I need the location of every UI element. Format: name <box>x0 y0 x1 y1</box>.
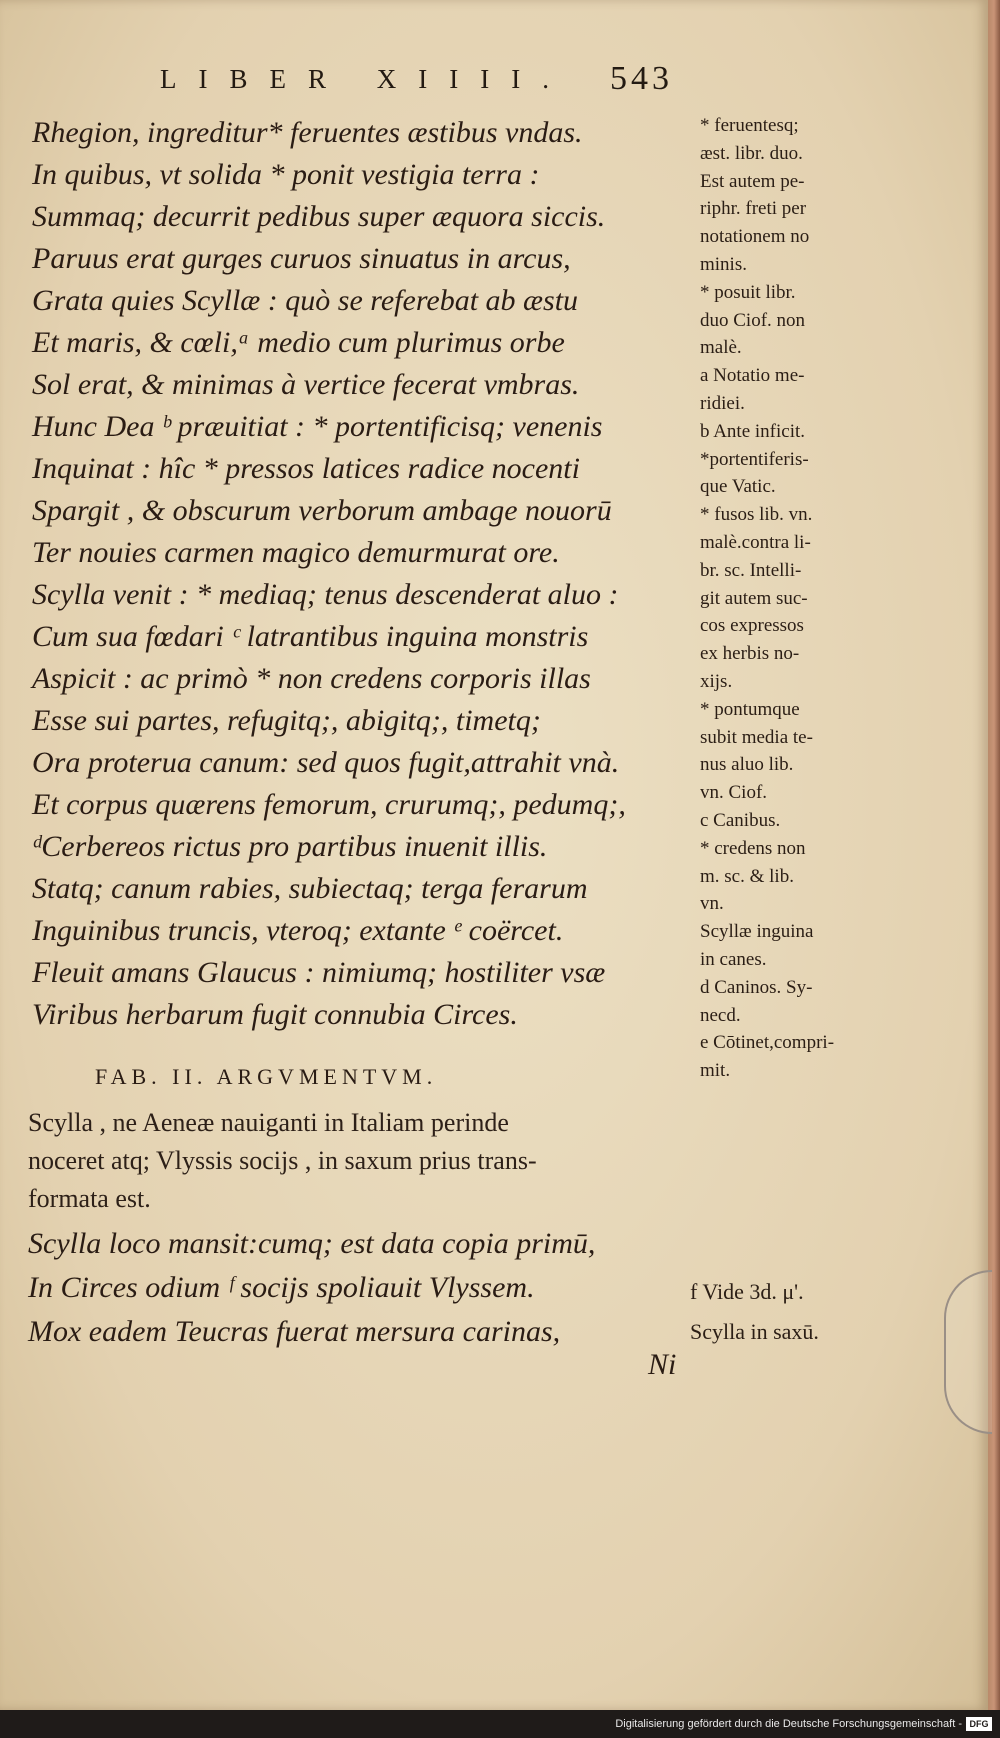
marginal-note-line: Est autem pe- <box>700 170 805 192</box>
marginal-note-line: xijs. <box>700 670 733 692</box>
marginal-note-line: *portentiferis- <box>700 448 809 470</box>
argument-text <box>28 1104 688 1218</box>
verse-line: Summaq; decurrit pedibus super æquora siccis. <box>32 200 606 233</box>
marginal-note-line: e Cōtinet,compri- <box>700 1032 835 1054</box>
marginal-note-line: m. sc. & lib. <box>700 865 794 887</box>
catchword: Ni <box>648 1348 677 1381</box>
page-header <box>160 60 720 97</box>
verse-line: In quibus, vt solida * ponit vestigia terra : <box>32 158 540 191</box>
marginal-notes <box>700 112 982 1085</box>
marginal-note-line: git autem suc- <box>700 587 808 609</box>
marginal-note-line: a Notatio me- <box>700 365 805 387</box>
verse-text <box>0 112 626 1036</box>
marginal-note-line: vn. <box>700 893 724 915</box>
marginal-notes-2 <box>690 1272 980 1352</box>
verse-line: Sol erat, & minimas à vertice fecerat vmbras. <box>32 368 580 401</box>
marginal-note-line: minis. <box>700 253 747 275</box>
dfg-logo: DFG <box>966 1717 992 1731</box>
verse-line: Paruus erat gurges curuos sinuatus in arcus, <box>32 242 571 275</box>
marginal-note-line: malè.contra li- <box>700 531 811 553</box>
marginal-note-line: nus aluo lib. <box>700 754 794 776</box>
digitization-note: Digitalisierung gefördert durch die Deutsche Forschungsgemeinschaft - <box>615 1718 962 1730</box>
marginal-note-line: mit. <box>700 1060 731 1082</box>
verse-line: Grata quies Scyllæ : quò se referebat ab æstu <box>32 284 579 317</box>
marginal-note-line: subit media te- <box>700 726 813 748</box>
page-fore-edge <box>988 0 1000 1710</box>
marginal-note-line: * pontumque <box>700 698 800 720</box>
marginal-note-line: malè. <box>700 337 742 359</box>
marginal-note-line: * credens non <box>700 837 806 859</box>
verse-line: Scylla venit : * mediaq; tenus descenderat aluo : <box>32 578 619 611</box>
marginal-note-line: * posuit libr. <box>700 281 796 303</box>
verse-line: Rhegion, ingreditur* feruentes æstibus vndas. <box>32 116 583 149</box>
marginal-note-line: c Canibus. <box>700 809 781 831</box>
marginal-note-line: b Ante inficit. <box>700 420 806 442</box>
verse-line: ᵈCerbereos rictus pro partibus inuenit illis. <box>32 830 548 863</box>
page-clip <box>944 1270 992 1434</box>
verse-line: Ora proterua canum: sed quos fugit,attrahit vnà. <box>32 746 620 779</box>
running-head: LIBER XIIII. <box>160 64 571 94</box>
verse-line: Et maris, & cœli,ᵃ medio cum plurimus orbe <box>32 326 565 359</box>
verse-line: Spargit , & obscurum verborum ambage nouorū <box>32 494 612 527</box>
marginal-note-line: Scyllæ inguina <box>700 921 814 943</box>
argument-line: noceret atq; Vlyssis socijs , in saxum prius trans- <box>28 1146 537 1175</box>
argument-line: Scylla , ne Aeneæ nauiganti in Italiam perinde <box>28 1108 509 1137</box>
page-number: 543 <box>610 60 673 97</box>
verse-line: Statq; canum rabies, subiectaq; terga ferarum <box>32 872 588 905</box>
marginal-note-line: * feruentesq; <box>700 115 799 136</box>
fabula-title: FAB. II. ARGVMENTVM. <box>95 1064 438 1089</box>
marginal-note-line: que Vatic. <box>700 476 776 498</box>
marginal-note-line: duo Ciof. non <box>700 309 806 331</box>
verse-line: Ter nouies carmen magico demurmurat ore. <box>32 536 560 569</box>
marginal-note-line: necd. <box>700 1004 741 1026</box>
marginal-note-line: br. sc. Intelli- <box>700 559 802 581</box>
marginal-note-line: in canes. <box>700 948 767 970</box>
verse-line: Scylla loco mansit:cumq; est data copia primū, <box>28 1227 596 1260</box>
verse-line: Inguinibus truncis, vteroq; extante ᵉ coërcet. <box>32 914 564 947</box>
verse-line: Fleuit amans Glaucus : nimiumq; hostiliter vsæ <box>32 956 606 989</box>
marginal-note-line: notationem no <box>700 226 810 248</box>
marginal-note-line: cos expressos <box>700 615 804 637</box>
argument-line: formata est. <box>28 1184 151 1213</box>
marginal-note-line: Scylla in saxū. <box>690 1319 819 1344</box>
verse-line: Aspicit : ac primò * non credens corporis illas <box>32 662 591 695</box>
verse-line: In Circes odium ᶠ socijs spoliauit Vlyssem. <box>28 1271 535 1304</box>
marginal-note-line: ex herbis no- <box>700 643 800 665</box>
marginal-note-line: f Vide 3d. μ'. <box>690 1279 804 1304</box>
verse-line: Hunc Dea ᵇ præuitiat : * portentificisq; venenis <box>32 410 603 443</box>
verse-text-2 <box>0 1222 595 1354</box>
marginal-note-line: æst. libr. duo. <box>700 142 803 164</box>
marginal-note-line: riphr. freti per <box>700 198 807 220</box>
verse-line: Cum sua fœdari ᶜ latrantibus inguina monstris <box>32 620 589 653</box>
marginal-note-line: vn. Ciof. <box>700 782 768 804</box>
verse-line: Mox eadem Teucras fuerat mersura carinas, <box>28 1315 561 1348</box>
verse-line: Inquinat : hîc * pressos latices radice nocenti <box>32 452 580 485</box>
verse-line: Et corpus quærens femorum, crurumq;, pedumq;, <box>32 788 626 821</box>
marginal-note-line: * fusos lib. vn. <box>700 504 813 526</box>
verse-line: Viribus herbarum fugit connubia Circes. <box>32 998 518 1031</box>
marginal-note-line: d Caninos. Sy- <box>700 976 813 998</box>
marginal-note-line: ridiei. <box>700 392 745 414</box>
verse-line: Esse sui partes, refugitq;, abigitq;, timetq; <box>32 704 541 737</box>
